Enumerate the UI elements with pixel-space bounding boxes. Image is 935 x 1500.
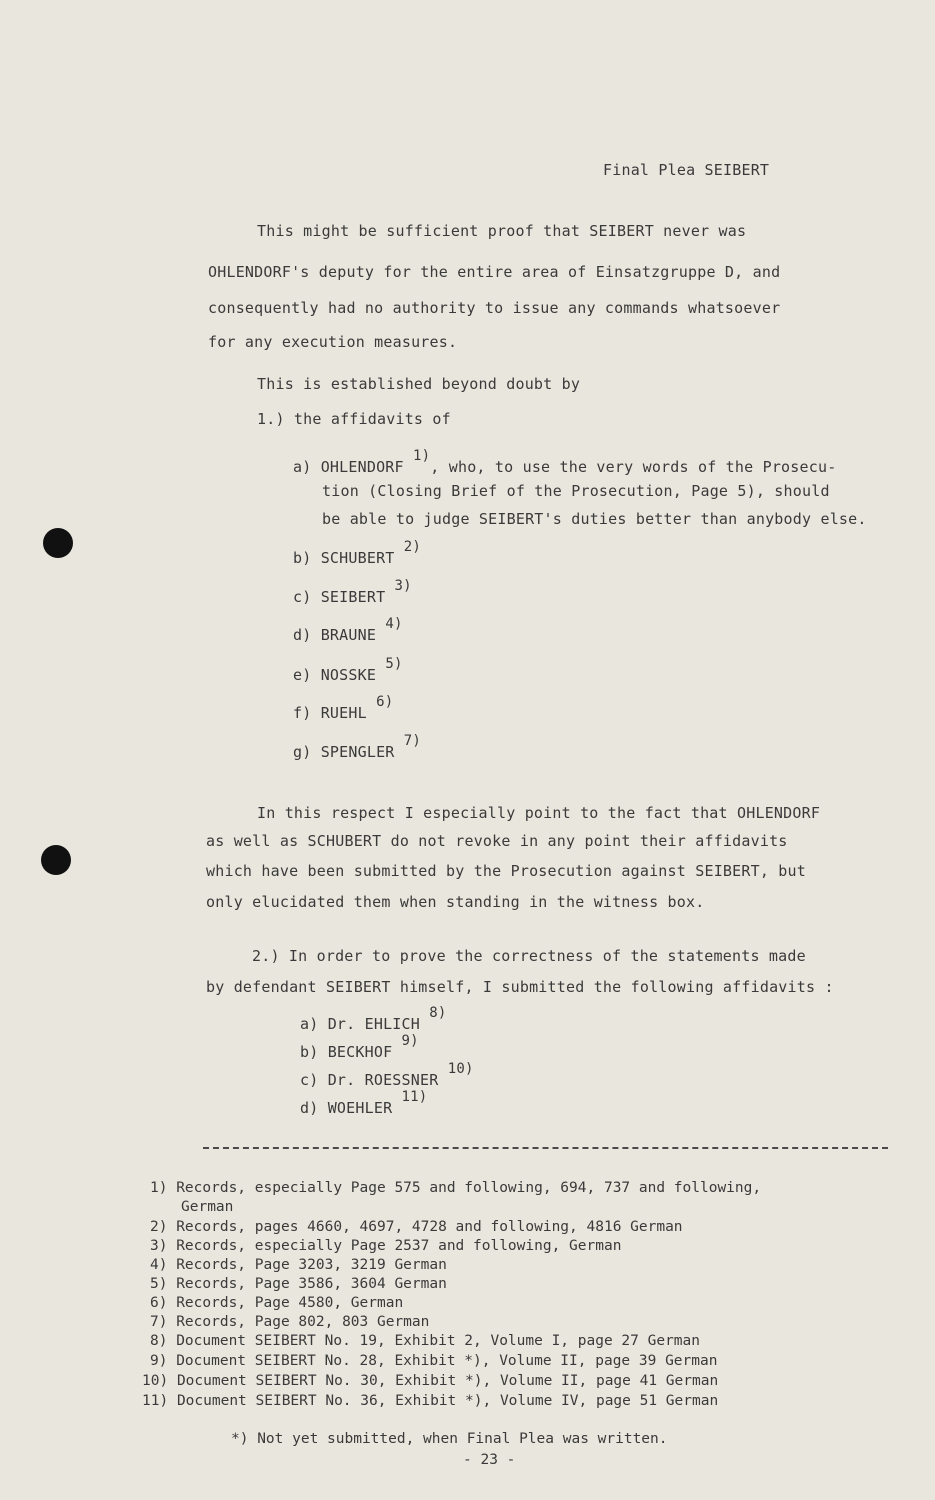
affidavit-name: b) SCHUBERT bbox=[293, 549, 395, 567]
footnote-text: Document SEIBERT No. 36, Exhibit *), Volume IV, page 51 German bbox=[176, 1393, 719, 1409]
footnote-ref: 7) bbox=[403, 733, 422, 749]
footnote-number: 10) bbox=[142, 1373, 169, 1389]
second-point-line: 2.) In order to prove the correctness of the statements made bbox=[252, 947, 806, 965]
affidavit-name: a) OHLENDORF bbox=[293, 458, 404, 476]
respect-line: In this respect I especially point to the fact that OHLENDORF bbox=[257, 804, 821, 822]
intro-line: This might be sufficient proof that SEIBERT never was bbox=[257, 222, 747, 240]
footnote-text: German bbox=[181, 1199, 234, 1215]
affidavit-item bbox=[293, 616, 403, 644]
footnote-number: 6) bbox=[150, 1295, 168, 1311]
affidavit-text: , who, to use the very words of the Prosecu- bbox=[430, 458, 837, 476]
affidavit-name: f) RUEHL bbox=[293, 704, 367, 722]
affidavit-item bbox=[293, 694, 394, 722]
footnote bbox=[150, 1180, 761, 1196]
punch-hole-bottom bbox=[41, 845, 71, 875]
footnote-text: Records, Page 3586, 3604 German bbox=[176, 1276, 447, 1292]
affidavit-name: c) Dr. ROESSNER bbox=[300, 1071, 439, 1089]
footnote bbox=[150, 1238, 621, 1254]
page-header: Final Plea SEIBERT bbox=[603, 161, 770, 179]
footnote-ref: 3) bbox=[394, 578, 412, 594]
footnote-ref: 6) bbox=[376, 694, 394, 710]
affidavit-item bbox=[293, 448, 837, 476]
established-line: This is established beyond doubt by bbox=[257, 375, 581, 393]
footnote-separator bbox=[203, 1147, 888, 1149]
footnote bbox=[142, 1393, 718, 1409]
affidavit-name: g) SPENGLER bbox=[293, 743, 395, 761]
affidavit-item bbox=[293, 733, 422, 761]
footnote bbox=[150, 1353, 717, 1369]
affidavit-item bbox=[293, 656, 403, 684]
affidavit-item bbox=[293, 578, 412, 606]
footnote-ref: 9) bbox=[401, 1033, 419, 1049]
established-line: 1.) the affidavits of bbox=[257, 410, 451, 428]
intro-line: OHLENDORF's deputy for the entire area of Einsatzgruppe D, and bbox=[208, 263, 781, 281]
affidavit-name: d) WOEHLER bbox=[300, 1099, 393, 1117]
footnote-ref: 11) bbox=[401, 1089, 428, 1105]
intro-line: consequently had no authority to issue any commands whatsoever bbox=[208, 299, 781, 317]
footnote-text: Document SEIBERT No. 19, Exhibit 2, Volume I, page 27 German bbox=[176, 1333, 700, 1349]
second-point-line: by defendant SEIBERT himself, I submitted the following affidavits : bbox=[206, 978, 834, 996]
affidavit-text: be able to judge SEIBERT's duties better than anybody else. bbox=[322, 510, 867, 528]
affidavit-name: b) BECKHOF bbox=[300, 1043, 393, 1061]
footnote-text: Records, pages 4660, 4697, 4728 and following, 4816 German bbox=[176, 1219, 683, 1235]
footnote bbox=[150, 1257, 447, 1273]
footnote bbox=[181, 1199, 233, 1215]
footnote-number: 11) bbox=[142, 1393, 169, 1409]
footnote-ref: 8) bbox=[429, 1005, 447, 1021]
affidavit-item bbox=[300, 1005, 447, 1033]
respect-line: which have been submitted by the Prosecution against SEIBERT, but bbox=[206, 862, 806, 880]
footnote bbox=[150, 1295, 403, 1311]
respect-line: as well as SCHUBERT do not revoke in any point their affidavits bbox=[206, 832, 788, 850]
page-number: - 23 - bbox=[463, 1452, 516, 1468]
footnote bbox=[150, 1333, 700, 1349]
footnote-ref: 10) bbox=[447, 1061, 474, 1077]
footnote-note: *) Not yet submitted, when Final Plea was written. bbox=[231, 1431, 668, 1447]
intro-line: for any execution measures. bbox=[208, 333, 458, 351]
footnote bbox=[142, 1373, 718, 1389]
footnote-number: 5) bbox=[150, 1276, 168, 1292]
footnote-text: Records, especially Page 2537 and following, German bbox=[176, 1238, 622, 1254]
footnote-ref: 5) bbox=[385, 656, 403, 672]
footnote bbox=[150, 1219, 683, 1235]
footnote-text: Records, Page 4580, German bbox=[176, 1295, 404, 1311]
footnote-ref: 1) bbox=[413, 448, 431, 464]
footnote-number: 1) bbox=[150, 1180, 168, 1196]
footnote-number: 7) bbox=[150, 1314, 168, 1330]
footnote-number: 3) bbox=[150, 1238, 168, 1254]
footnote bbox=[150, 1314, 429, 1330]
footnote-ref: 4) bbox=[385, 616, 403, 632]
footnote-text: Records, especially Page 575 and following, 694, 737 and following, bbox=[176, 1180, 762, 1196]
affidavit-text: tion (Closing Brief of the Prosecution, Page 5), should bbox=[322, 482, 830, 500]
affidavit-name: c) SEIBERT bbox=[293, 588, 386, 606]
footnote-text: Records, Page 802, 803 German bbox=[176, 1314, 430, 1330]
footnote-ref: 2) bbox=[403, 539, 422, 555]
footnote-number: 2) bbox=[150, 1219, 168, 1235]
footnote-text: Document SEIBERT No. 30, Exhibit *), Volume II, page 41 German bbox=[176, 1373, 719, 1389]
footnote-number: 9) bbox=[150, 1353, 168, 1369]
punch-hole-top bbox=[43, 528, 73, 558]
affidavit-name: a) Dr. EHLICH bbox=[300, 1015, 420, 1033]
footnote-number: 8) bbox=[150, 1333, 168, 1349]
footnote bbox=[150, 1276, 447, 1292]
affidavit-item bbox=[300, 1061, 474, 1089]
affidavit-item bbox=[300, 1033, 419, 1061]
footnote-number: 4) bbox=[150, 1257, 168, 1273]
affidavit-item bbox=[293, 539, 422, 567]
footnote-text: Document SEIBERT No. 28, Exhibit *), Volume II, page 39 German bbox=[176, 1353, 718, 1369]
affidavit-name: e) NOSSKE bbox=[293, 666, 377, 684]
respect-line: only elucidated them when standing in the witness box. bbox=[206, 893, 705, 911]
footnote-text: Records, Page 3203, 3219 German bbox=[176, 1257, 447, 1273]
affidavit-item bbox=[300, 1089, 428, 1117]
affidavit-name: d) BRAUNE bbox=[293, 626, 377, 644]
